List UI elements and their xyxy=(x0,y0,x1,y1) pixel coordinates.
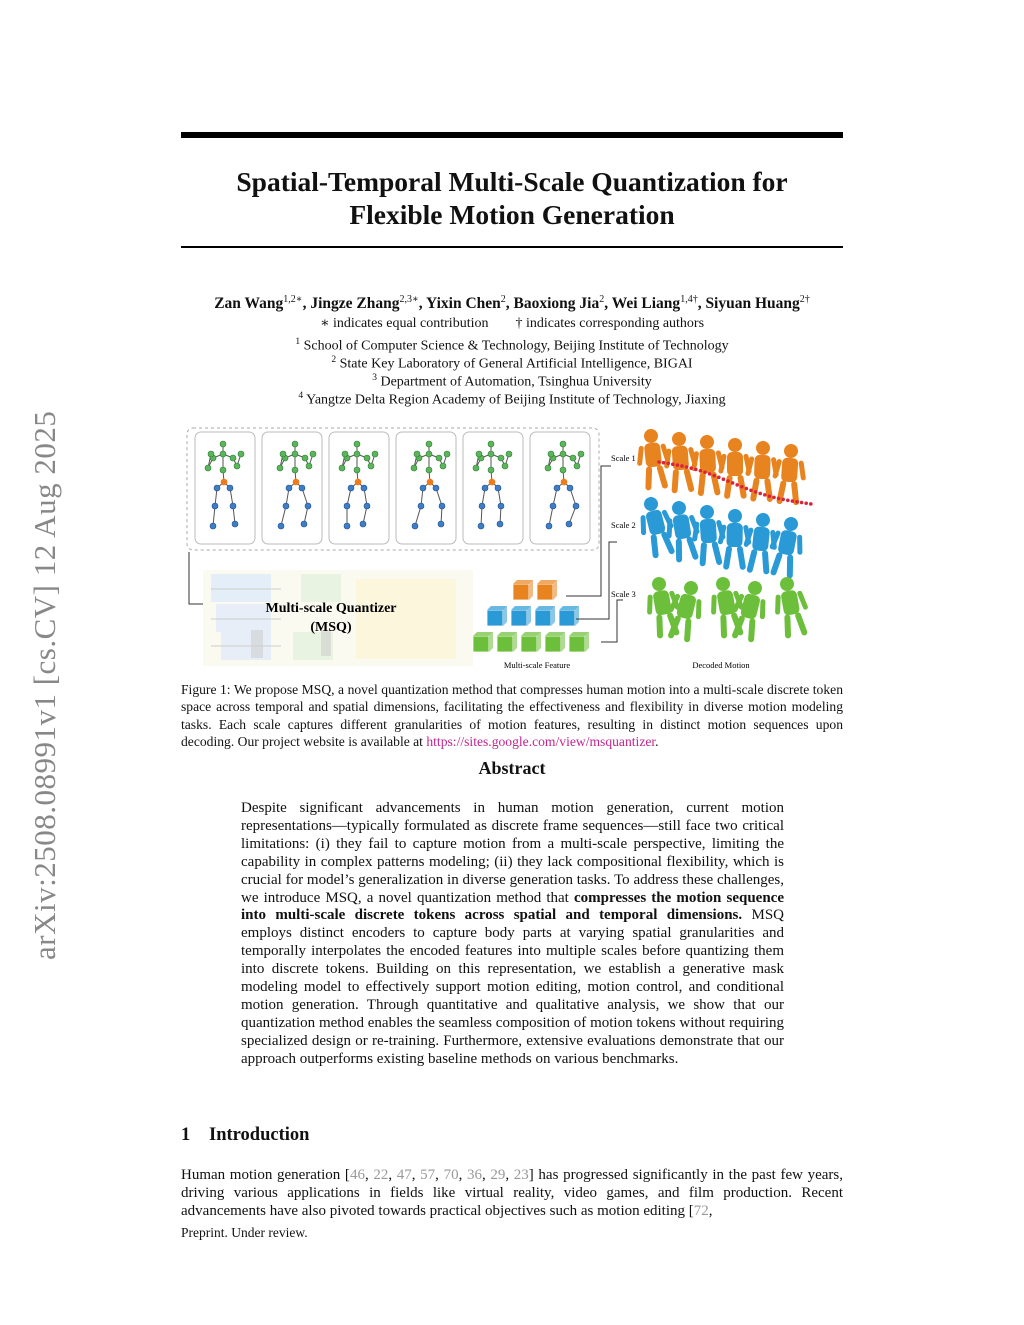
abstract-text: MSQ employs distinct encoders to capture body parts at varying spatial granularities and temporally interpolates the encoded features into multiple scales before quantizing them into discrete tokens. Building on this representation, we establish a generative mask modeling model to effectively support motion editing, motion control, and conditional motion generation. Through quantitative and qualitative analysis, we show that our quantization method enables the seamless composition of motion tokens without requiring specialized design or re-training. Furthermore, extensive evaluations demonstrate that our approach outperforms existing baseline methods on various benchmarks. xyxy=(241,907,784,1067)
feature-cube xyxy=(473,632,493,652)
citation[interactable]: 29 xyxy=(490,1167,506,1183)
decoded-human xyxy=(764,514,809,581)
paper-title xyxy=(181,165,843,231)
equal-contribution-note: ∗ indicates equal contribution xyxy=(319,316,489,331)
feature-cube xyxy=(511,606,531,626)
affiliation-text: Department of Automation, Tsinghua University xyxy=(380,374,652,390)
abstract-text: Despite significant advancements in human motion generation, current motion representations—typically formulated as discrete frame sequences—still face two critical limitations: (i) they fail to capture motion from a multi-scale perspective, limiting the capability in complex patterns modeling; (ii) they lack compositional flexibility, which is crucial for model’s generalization in diverse generation tasks. To address these challenges, we introduce MSQ, a novel quantization method that xyxy=(241,800,784,906)
skeleton-frame xyxy=(195,432,255,544)
section-title: Introduction xyxy=(209,1125,310,1145)
author-name: Jingze Zhang xyxy=(310,295,400,313)
figure-1-caption xyxy=(181,681,843,751)
title-top-rule xyxy=(181,132,843,138)
scale-3-label: Scale 3 xyxy=(611,589,636,599)
skeleton-frame xyxy=(262,432,322,544)
author-list: Zan Wang$^{1,2∗}$, Jingze Zhang$^{2,3∗}$, Yixin Chen$^2$, Baoxiong Jia$^2$, Wei Liang$^{1,4\dagger}$, Siyuan Huang$^{2\dagger}$ xyxy=(214,294,810,313)
skeleton-frame xyxy=(530,432,590,544)
author-name: Yixin Chen xyxy=(425,295,501,313)
author-affil: 2,3∗ xyxy=(399,294,419,305)
title-line-2: Flexible Motion Generation xyxy=(349,199,675,230)
decoded-motion-figures xyxy=(633,427,814,644)
author-affil: 1,4† xyxy=(680,294,698,305)
affiliation-text: School of Computer Science & Technology, Beijing Institute of Technology xyxy=(303,338,729,354)
feature-cube xyxy=(487,606,507,626)
author-affil: 1,2∗ xyxy=(283,294,303,305)
decoded-human xyxy=(770,443,808,506)
citation[interactable]: 23 xyxy=(513,1167,529,1183)
feature-cube xyxy=(537,580,557,600)
multi-scale-feature-label: Multi-scale Feature xyxy=(503,660,571,670)
author-name: Baoxiong Jia xyxy=(513,295,600,313)
quantizer-block xyxy=(203,570,473,666)
feature-cube xyxy=(545,632,565,652)
feature-cube xyxy=(497,632,517,652)
abstract-heading: Abstract xyxy=(478,758,546,778)
feature-cube xyxy=(559,606,579,626)
intro-text: , xyxy=(708,1203,713,1219)
abstract-body xyxy=(241,800,784,1069)
feature-cube xyxy=(535,606,555,626)
citation[interactable]: 47 xyxy=(396,1167,412,1183)
skeleton-frames xyxy=(195,432,590,544)
affiliation-index: 4 xyxy=(298,391,304,401)
skeleton-frame xyxy=(463,432,523,544)
skeleton-frame xyxy=(329,432,389,544)
citation[interactable]: 36 xyxy=(466,1167,482,1183)
affiliation-text: State Key Laboratory of General Artificial Intelligence, BIGAI xyxy=(339,356,693,372)
affiliation xyxy=(150,387,874,410)
feature-cube xyxy=(569,632,589,652)
citation[interactable]: 22 xyxy=(373,1167,389,1183)
author-affil: 2† xyxy=(799,294,810,305)
scale-1-label: Scale 1 xyxy=(611,453,636,463)
citation[interactable]: 57 xyxy=(420,1167,436,1183)
author-affil: 2 xyxy=(500,294,506,305)
multi-scale-feature-cubes xyxy=(473,580,589,652)
quantizer-label: Multi-scale Quantizer xyxy=(265,601,397,616)
affiliation-index: 2 xyxy=(331,355,337,365)
author-name: Siyuan Huang xyxy=(705,295,800,313)
author-name: Wei Liang xyxy=(611,295,681,313)
abstract-emphasis: compresses the motion sequence into multi-scale discrete tokens across spatial and temporal dimensions. xyxy=(241,889,785,924)
figure-1 xyxy=(181,424,843,674)
caption-end: . xyxy=(655,734,659,750)
intro-text: ] has progressed significantly in the past few years, driving various applications in fields like virtual reality, video games, and film production. Recent advancements have also pivoted towards practical objectives such as motion editing [ xyxy=(181,1167,844,1219)
corresponding-author-note: † indicates corresponding authors xyxy=(515,316,705,331)
preprint-footer: Preprint. Under review. xyxy=(181,1225,308,1240)
author-name: Zan Wang xyxy=(214,295,284,313)
feature-cube xyxy=(521,632,541,652)
decoded-human xyxy=(769,574,813,640)
quantizer-label-abbrev: (MSQ) xyxy=(310,620,352,635)
decoded-human xyxy=(633,493,681,561)
author-affil: 2 xyxy=(599,294,605,305)
project-website-link[interactable]: https://sites.google.com/view/msquantizer xyxy=(426,734,656,750)
section-number: 1 xyxy=(181,1125,191,1145)
citation[interactable]: 70 xyxy=(443,1167,459,1183)
affiliation-index: 3 xyxy=(372,373,377,383)
skeleton-frame xyxy=(396,432,456,544)
decoded-motion-label: Decoded Motion xyxy=(692,660,750,670)
title-bottom-rule xyxy=(181,246,843,248)
citation[interactable]: 46 xyxy=(349,1167,365,1183)
title-line-1: Spatial-Temporal Multi-Scale Quantization for xyxy=(236,166,788,197)
citation[interactable]: 72 xyxy=(693,1203,709,1219)
figure-1-illustration xyxy=(181,424,843,674)
intro-paragraph: Human motion generation [46, 22, 47, 57, 70, 36, 29, 23] has progressed significantly in the past few years, driving various applications in fields like virtual reality, video games, and film production. Recent advancements have also pivoted towards practical objectives such as motion editing [72, xyxy=(181,1167,844,1219)
arxiv-identifier: arXiv:2508.08991v1 [cs.CV] 12 Aug 2025 xyxy=(27,410,62,960)
caption-text: Figure 1: We propose MSQ, a novel quantization method that compresses human motion into a multi-scale discrete token space across temporal and spatial dimensions, facilitating the effectiveness and flexibility in diverse motion modeling tasks. Each scale captures different granularities of motion features, resulting in distinct motion sequences upon decoding. Our project website is available at xyxy=(181,682,843,750)
section-heading xyxy=(181,1125,309,1146)
contribution-notes xyxy=(150,315,874,334)
scale-2-label: Scale 2 xyxy=(611,520,636,530)
intro-text: Human motion generation [ xyxy=(181,1167,350,1183)
affiliation-index: 1 xyxy=(295,337,301,347)
feature-cube xyxy=(513,580,533,600)
affiliation-text: Yangtze Delta Region Academy of Beijing Institute of Technology, Jiaxing xyxy=(306,392,726,408)
